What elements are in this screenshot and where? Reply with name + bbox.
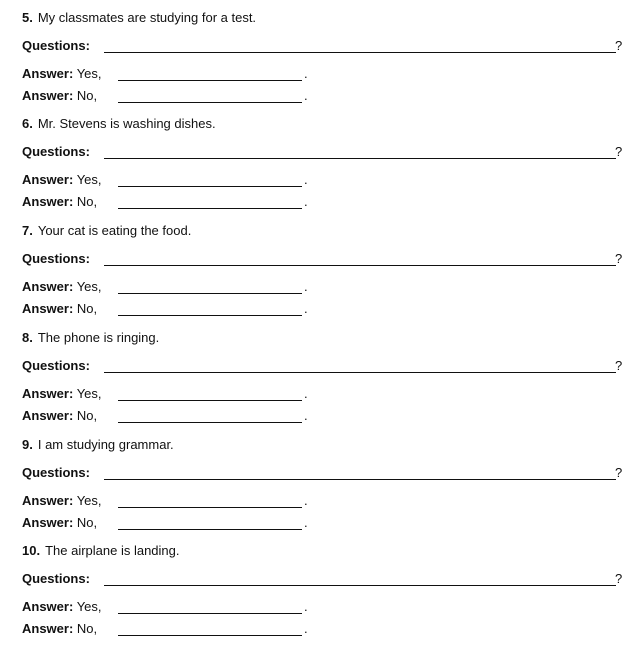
answer-no-row	[22, 193, 312, 211]
answer-yes-blank[interactable]	[118, 507, 302, 508]
answer-label: Answer:	[22, 301, 74, 316]
no-label: No,	[76, 621, 98, 636]
answer-period: .	[304, 88, 308, 103]
answer-label: Answer:	[22, 599, 74, 614]
answer-label: Answer:	[22, 172, 74, 187]
answer-period: .	[304, 279, 308, 294]
exercise-item-5	[0, 9, 638, 115]
question-row	[22, 143, 622, 161]
answer-period: .	[304, 66, 308, 81]
answer-label: Answer:	[22, 66, 74, 81]
questions-label: Questions:	[22, 571, 90, 586]
answer-yes-blank[interactable]	[118, 400, 302, 401]
question-row	[22, 250, 622, 268]
answer-label: Answer:	[22, 408, 74, 423]
question-mark: ?	[615, 358, 623, 373]
yes-label: Yes,	[76, 386, 102, 401]
answer-label: Answer:	[22, 386, 74, 401]
yes-label: Yes,	[76, 279, 102, 294]
answer-yes-row	[22, 278, 312, 296]
question-blank[interactable]	[104, 479, 616, 480]
item-number: 6.	[22, 116, 33, 131]
answer-period: .	[304, 515, 308, 530]
questions-label: Questions:	[22, 251, 90, 266]
item-number: 9.	[22, 437, 33, 452]
answer-yes-row	[22, 385, 312, 403]
answer-period: .	[304, 172, 308, 187]
answer-no-row	[22, 514, 312, 532]
answer-period: .	[304, 408, 308, 423]
item-prompt	[22, 436, 174, 454]
question-mark: ?	[615, 571, 623, 586]
answer-yes-row	[22, 598, 312, 616]
item-prompt	[22, 115, 216, 133]
answer-label: Answer:	[22, 621, 74, 636]
answer-period: .	[304, 386, 308, 401]
item-sentence: My classmates are studying for a test.	[37, 10, 257, 25]
answer-period: .	[304, 621, 308, 636]
question-row	[22, 357, 622, 375]
item-prompt	[22, 329, 159, 347]
question-blank[interactable]	[104, 585, 616, 586]
answer-yes-blank[interactable]	[118, 613, 302, 614]
questions-label: Questions:	[22, 144, 90, 159]
answer-label: Answer:	[22, 515, 74, 530]
item-prompt	[22, 542, 180, 560]
question-mark: ?	[615, 251, 623, 266]
item-number: 10.	[22, 543, 41, 558]
questions-label: Questions:	[22, 465, 90, 480]
answer-period: .	[304, 599, 308, 614]
exercise-item-8	[0, 329, 638, 435]
answer-yes-row	[22, 492, 312, 510]
question-mark: ?	[615, 144, 623, 159]
questions-label: Questions:	[22, 38, 90, 53]
answer-no-row	[22, 87, 312, 105]
questions-label: Questions:	[22, 358, 90, 373]
answer-yes-blank[interactable]	[118, 80, 302, 81]
answer-yes-row	[22, 65, 312, 83]
question-blank[interactable]	[104, 158, 616, 159]
answer-period: .	[304, 194, 308, 209]
question-row	[22, 37, 622, 55]
no-label: No,	[76, 515, 98, 530]
yes-label: Yes,	[76, 493, 102, 508]
exercise-item-9	[0, 436, 638, 542]
question-blank[interactable]	[104, 52, 616, 53]
answer-label: Answer:	[22, 493, 74, 508]
item-prompt	[22, 9, 256, 27]
item-sentence: Your cat is eating the food.	[37, 223, 192, 238]
answer-no-row	[22, 620, 312, 638]
item-number: 7.	[22, 223, 33, 238]
answer-no-blank[interactable]	[118, 422, 302, 423]
answer-yes-blank[interactable]	[118, 186, 302, 187]
answer-no-row	[22, 407, 312, 425]
exercise-item-10	[0, 542, 638, 648]
yes-label: Yes,	[76, 172, 102, 187]
answer-no-blank[interactable]	[118, 315, 302, 316]
no-label: No,	[76, 301, 98, 316]
item-prompt	[22, 222, 191, 240]
no-label: No,	[76, 194, 98, 209]
exercise-item-6	[0, 115, 638, 221]
question-mark: ?	[615, 465, 623, 480]
yes-label: Yes,	[76, 66, 102, 81]
answer-yes-blank[interactable]	[118, 293, 302, 294]
no-label: No,	[76, 408, 98, 423]
item-number: 5.	[22, 10, 33, 25]
item-sentence: Mr. Stevens is washing dishes.	[37, 116, 216, 131]
exercise-item-7	[0, 222, 638, 328]
no-label: No,	[76, 88, 98, 103]
answer-no-row	[22, 300, 312, 318]
answer-period: .	[304, 301, 308, 316]
item-sentence: I am studying grammar.	[37, 437, 174, 452]
item-sentence: The phone is ringing.	[37, 330, 160, 345]
item-sentence: The airplane is landing.	[45, 543, 180, 558]
question-blank[interactable]	[104, 265, 616, 266]
question-row	[22, 570, 622, 588]
answer-yes-row	[22, 171, 312, 189]
question-mark: ?	[615, 38, 623, 53]
question-row	[22, 464, 622, 482]
answer-label: Answer:	[22, 88, 74, 103]
question-blank[interactable]	[104, 372, 616, 373]
item-number: 8.	[22, 330, 33, 345]
answer-no-blank[interactable]	[118, 635, 302, 636]
yes-label: Yes,	[76, 599, 102, 614]
answer-no-blank[interactable]	[118, 102, 302, 103]
answer-label: Answer:	[22, 279, 74, 294]
answer-no-blank[interactable]	[118, 208, 302, 209]
answer-no-blank[interactable]	[118, 529, 302, 530]
answer-period: .	[304, 493, 308, 508]
answer-label: Answer:	[22, 194, 74, 209]
